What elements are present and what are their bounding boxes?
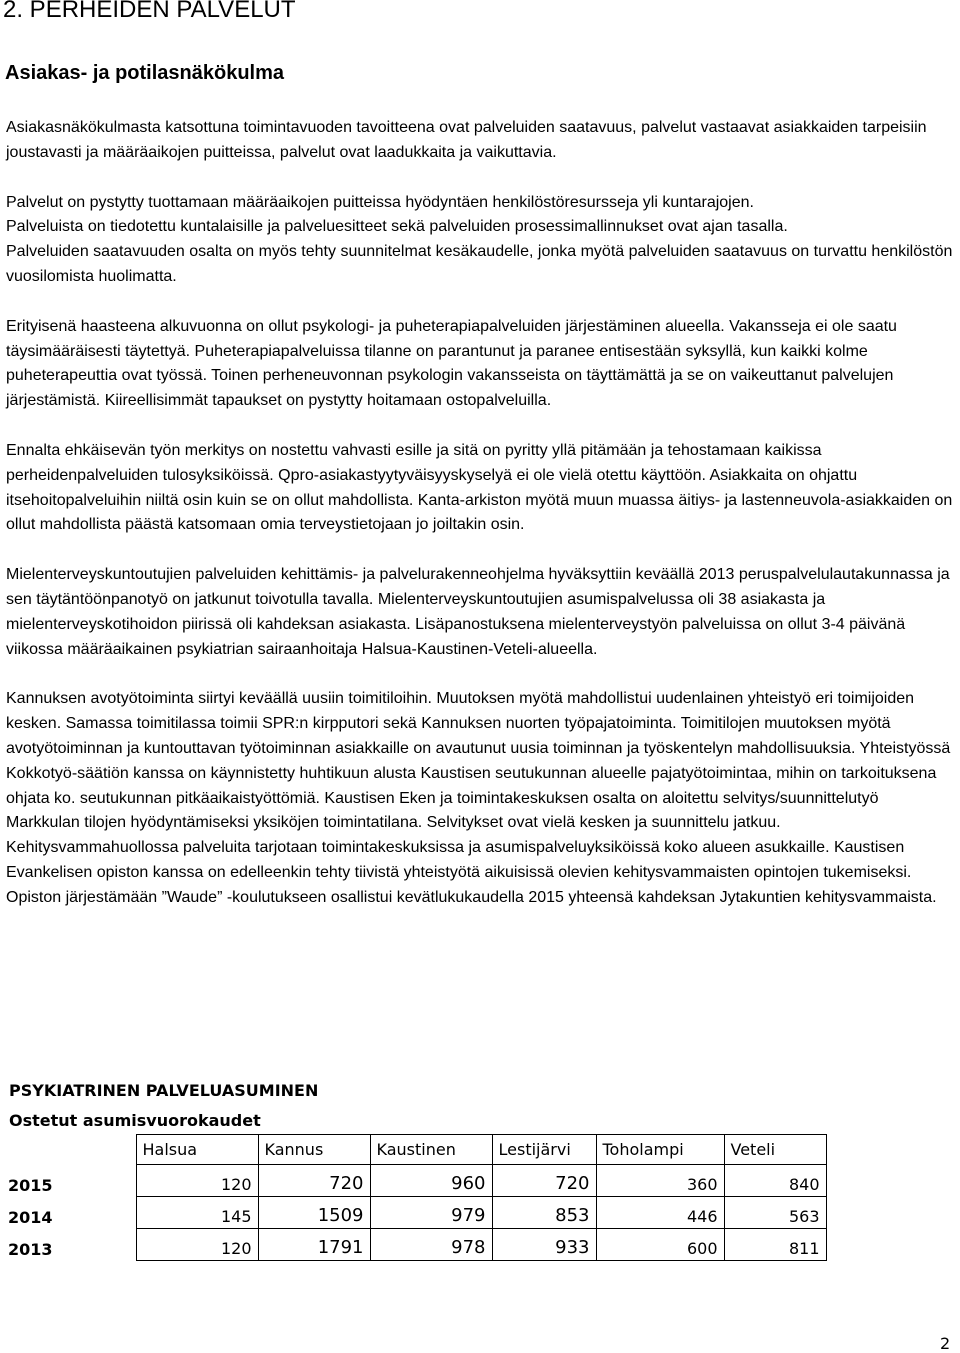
paragraph <box>6 315 956 414</box>
table-cell: 720 <box>258 1165 370 1197</box>
sub-heading: Asiakas- ja potilasnäkökulma <box>5 62 285 84</box>
paragraph <box>6 439 956 538</box>
column-header: Halsua <box>136 1135 258 1165</box>
body-text <box>6 116 956 936</box>
paragraph <box>6 191 956 290</box>
table-cell: 720 <box>492 1165 596 1197</box>
row-label: 2014 <box>8 1207 53 1227</box>
table-cell: 446 <box>596 1197 724 1229</box>
table-cell: 979 <box>370 1197 492 1229</box>
row-label: 2013 <box>8 1239 53 1259</box>
table-cell: 933 <box>492 1229 596 1261</box>
page-heading: 2. PERHEIDEN PALVELUT <box>3 0 296 23</box>
table-cell: 840 <box>724 1165 826 1197</box>
table-row <box>8 1229 826 1261</box>
table-cell: 563 <box>724 1197 826 1229</box>
section-title: PSYKIATRINEN PALVELUASUMINEN <box>9 1081 319 1100</box>
column-header: Kaustinen <box>370 1135 492 1165</box>
column-header: Toholampi <box>596 1135 724 1165</box>
paragraph <box>6 116 956 166</box>
sentence: Asiakasnäkökulmasta katsottuna toimintavuoden tavoitteena ovat palveluiden saatavuus, palvelut vastaavat asiakkaiden tarpeisiin joustavasti ja määräaikojen puitteissa, palvelut ovat laadukkaita ja vaikuttavia. <box>6 119 927 161</box>
sentence: Palvelut on pystytty tuottamaan määräaikojen puitteissa hyödyntäen henkilöstöresursseja yli kuntarajojen. <box>6 193 754 211</box>
sentence: Kannuksen avotyötoiminta siirtyi keväällä uusiin toimitiloihin. Muutoksen myötä mahdollistui uudenlainen yhteistyö eri toimijoiden kesken. Samassa toimitilassa toimii SPR:n kirpputori sekä Kannuksen nuorten työpajatoiminta. Toimitilojen muutoksen myötä avotyötoiminnan ja kuntouttavan työtoiminnan asiakkaille on avautunut uusia toiminnan ja työskentelyn mahdollisuuksia. Yhteistyössä Kokkotyö-säätiön kanssa on käynnistetty huhtikuun alusta Kaustisen seutukunnan alueelle pajatyötoimintaa, mihin on tarkoituksena ohjata ko. seutukunnan pitkäaikaistyöttömiä. Kaustisen Eken ja toimintakeskuksen osalta on aloitettu selvitys/suunnittelutyö Markkulan tilojen hyödyntämiseksi yksiköjen toimintatilana. Selvitykset ovat vielä kesken ja suunnittelu jatkuu. Kehitysvammahuollossa palveluita tarjotaan toimintakeskuksissa ja asumispalveluyksiköissä koko alueen asukkaille. Kaustisen Evankelisen opiston kanssa on edelleenkin tehty tiivistä yhteistyötä aikuisissä olevien kehitysvammaisten opintojen tukemiseksi. Opiston järjestämään ”Waude” -koulutukseen osallistui kevätlukukaudella 2015 yhteensä kahdeksan Jytakuntien kehitysvammaista. <box>6 690 951 906</box>
table-cell: 853 <box>492 1197 596 1229</box>
table-row <box>8 1197 826 1229</box>
table-cell: 120 <box>136 1229 258 1261</box>
sentence: Mielenterveyskuntoutujien palveluiden kehittämis- ja palvelurakenneohjelma hyväksyttiin keväällä 2013 peruspalvelulautakunnassa ja sen täytäntöönpanotyö on jatkunut toivotulla tavalla. Mielenterveyskuntoutujien asumispalvelussa oli 38 asiakasta ja mielenterveyskotihoidon piirissä oli kahdeksan asiakasta. Lisäpanostuksena mielenterveystyön palveluissa on ollut 3-4 päivänä viikossa määräaikainen psykiatrian sairaanhoitaja Halsua-Kaustinen-Veteli-alueella. <box>6 566 950 658</box>
column-header: Kannus <box>258 1135 370 1165</box>
table-cell: 1509 <box>258 1197 370 1229</box>
paragraph <box>6 563 956 662</box>
sentence: Palveluista on tiedotettu kuntalaisille ja palveluesitteet sekä palveluiden prosessimallinnukset ovat ajan tasalla. <box>6 218 788 236</box>
table-corner-cell <box>8 1135 136 1165</box>
table-cell: 978 <box>370 1229 492 1261</box>
table-cell: 600 <box>596 1229 724 1261</box>
table-cell: 1791 <box>258 1229 370 1261</box>
table-cell: 360 <box>596 1165 724 1197</box>
table-title: Ostetut asumisvuorokaudet <box>9 1111 261 1130</box>
column-header: Lestijärvi <box>492 1135 596 1165</box>
sentence: Erityisenä haasteena alkuvuonna on ollut psykologi- ja puheterapiapalveluiden järjestäminen alueella. Vakansseja ei ole saatu täysimääräisesti täytettyä. Puheterapiapalveluissa tilanne on parantunut ja paranee entisestään syksyllä, kun kaikki kolme puheterapeuttia ovat työssä. Toinen perheneuvonnan psykologin vakansseista on täyttämättä ja se on vaikeuttanut palvelujen järjestämistä. Kiireellisimmät tapaukset on pystytty hoitamaan ostopalveluilla. <box>6 317 897 410</box>
paragraph <box>6 687 956 910</box>
table-cell: 960 <box>370 1165 492 1197</box>
sentence: Ennalta ehkäisevän työn merkitys on nostettu vahvasti esille ja sitä on pyritty yllä pitämään ja tehostamaan kaikissa perheidenpalveluiden tulosyksiköissä. Qpro-asiakastyytyväisyyskyselyä ei ole vielä otettu käyttöön. Asiakkaita on ohjattu itsehoitopalveluihin niiltä osin kuin se on ollut mahdollista. Kanta-arkiston myötä muun muassa äitiys- ja lastenneuvola-asiakkaiden on ollut mahdollista päästä katsomaan omia terveystietojaan jo joiltakin osin. <box>6 441 953 534</box>
table-row <box>8 1165 826 1197</box>
table-cell: 811 <box>724 1229 826 1261</box>
table-cell: 120 <box>136 1165 258 1197</box>
column-header: Veteli <box>724 1135 826 1165</box>
table-cell: 145 <box>136 1197 258 1229</box>
row-label: 2015 <box>8 1175 53 1195</box>
page-number: 2 <box>940 1334 951 1353</box>
housing-days-table <box>8 1134 827 1261</box>
sentence: Palveluiden saatavuuden osalta on myös tehty suunnitelmat kesäkaudelle, jonka myötä palveluiden saatavuus on turvattu henkilöstön vuosilomista huolimatta. <box>6 243 953 285</box>
table-header-row <box>8 1135 826 1165</box>
